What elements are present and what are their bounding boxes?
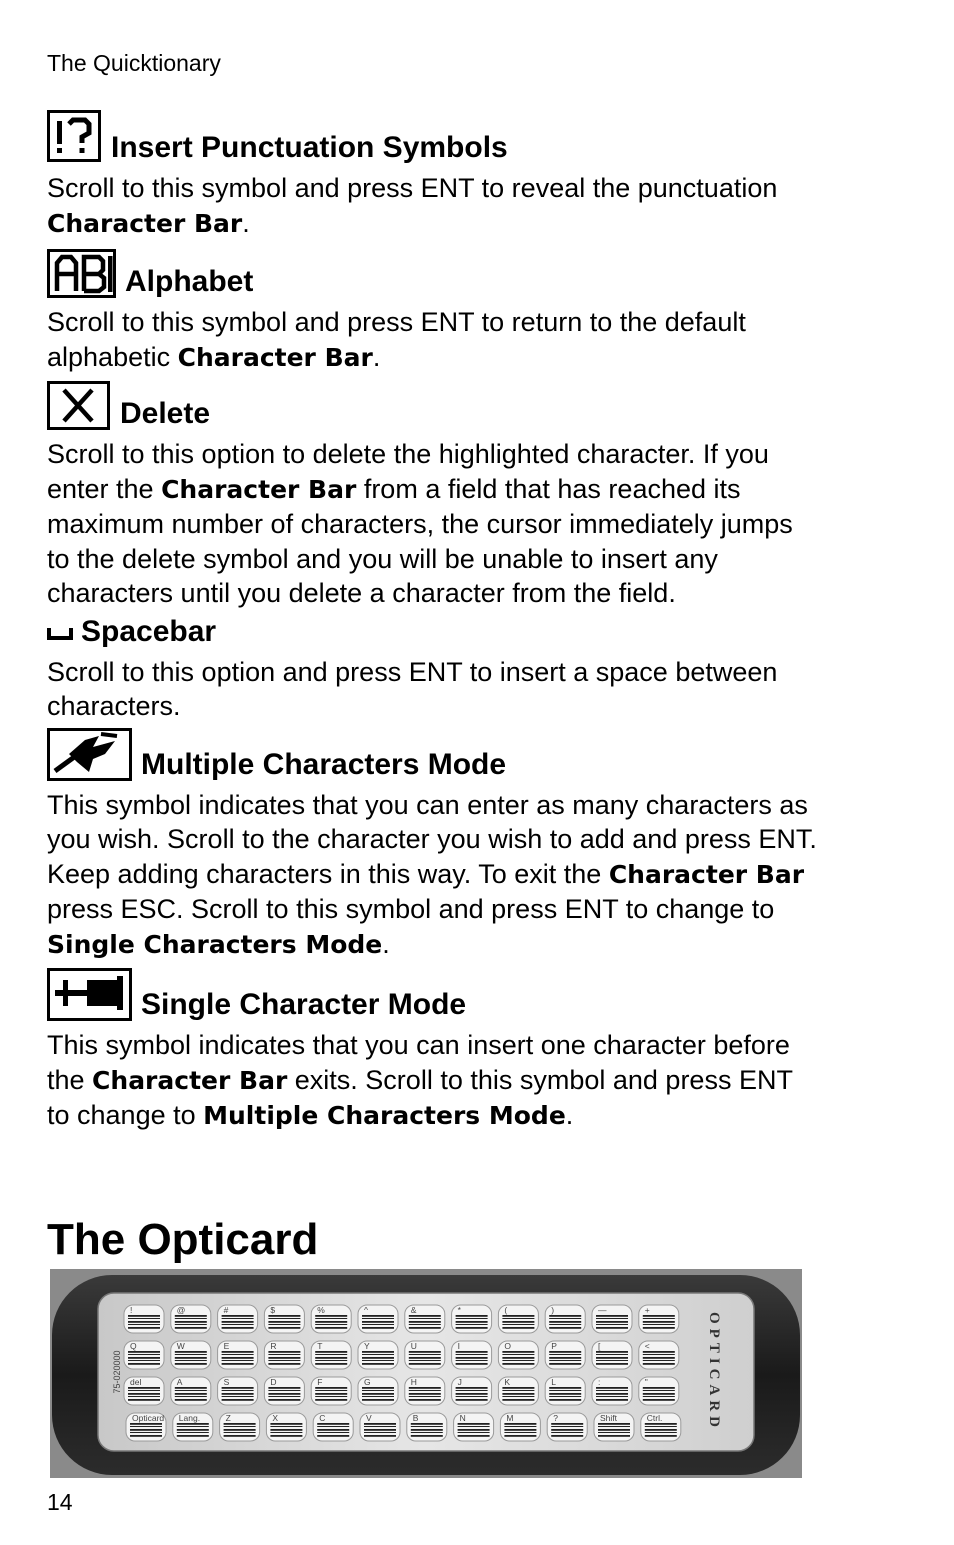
opticard-key bbox=[641, 1413, 681, 1441]
opticard-key-label: Ctrl. bbox=[646, 1413, 663, 1423]
opticard-key-label: ) bbox=[551, 1305, 555, 1315]
text-run: . bbox=[565, 1100, 574, 1130]
opticard-key-label: V bbox=[366, 1413, 372, 1423]
section-body-punctuation bbox=[47, 171, 817, 241]
opticard-key-label: ? bbox=[553, 1413, 558, 1423]
opticard-key bbox=[452, 1377, 492, 1405]
text-run: press ESC. Scroll to this symbol and press ENT to change to bbox=[47, 894, 775, 924]
section-title-spacebar bbox=[47, 614, 817, 649]
opticard-key bbox=[498, 1305, 538, 1333]
section-body-delete bbox=[47, 437, 817, 611]
opticard-image bbox=[50, 1269, 802, 1478]
opticard-key-label: % bbox=[317, 1305, 325, 1315]
opticard-key bbox=[311, 1377, 351, 1405]
delete-icon bbox=[47, 381, 112, 431]
opticard-key-label: U bbox=[410, 1341, 417, 1351]
opticard-key-label: [ bbox=[598, 1341, 601, 1351]
opticard-key-label: Shift bbox=[600, 1413, 618, 1423]
spacebar-icon bbox=[47, 625, 73, 641]
multiple-characters-icon bbox=[47, 728, 133, 782]
opticard-key-label: D bbox=[270, 1377, 277, 1387]
bold-term: Character Bar bbox=[608, 859, 805, 889]
opticard-key-label: A bbox=[176, 1377, 183, 1387]
opticard-key-label: ( bbox=[504, 1305, 508, 1315]
opticard-key bbox=[124, 1341, 164, 1369]
opticard-key-label: " bbox=[644, 1377, 648, 1387]
opticard-key-label: @ bbox=[176, 1305, 186, 1315]
text-run: . bbox=[242, 207, 250, 238]
opticard-key-label: L bbox=[551, 1377, 556, 1387]
punctuation-icon bbox=[47, 110, 103, 165]
opticard-key-label: M bbox=[506, 1413, 514, 1423]
opticard-key-label: Lang. bbox=[178, 1413, 201, 1423]
opticard-key-label: E bbox=[223, 1341, 230, 1351]
opticard-key bbox=[171, 1341, 211, 1369]
opticard-key bbox=[311, 1341, 351, 1369]
section-title-text: Delete bbox=[120, 397, 211, 430]
section-title-text: Spacebar bbox=[81, 614, 217, 648]
opticard-key-label: G bbox=[364, 1377, 371, 1387]
opticard-key bbox=[171, 1377, 211, 1405]
opticard-key bbox=[592, 1305, 632, 1333]
section-title-alphabet bbox=[47, 249, 817, 299]
opticard-key bbox=[264, 1341, 304, 1369]
opticard-key bbox=[405, 1377, 445, 1405]
opticard-key bbox=[594, 1413, 634, 1441]
opticard-key-label: W bbox=[176, 1341, 185, 1351]
opticard-key bbox=[592, 1341, 632, 1369]
opticard-key bbox=[639, 1377, 679, 1405]
opticard-key bbox=[173, 1413, 213, 1441]
bold-term: Character Bar bbox=[177, 342, 373, 372]
opticard-key bbox=[454, 1413, 494, 1441]
bold-term: Character Bar bbox=[47, 208, 243, 238]
opticard-key bbox=[218, 1305, 258, 1333]
section-body-spacebar bbox=[47, 655, 817, 724]
opticard-key-label: # bbox=[223, 1305, 229, 1315]
opticard-key bbox=[405, 1305, 445, 1333]
page-number: 14 bbox=[47, 1489, 73, 1515]
page-content bbox=[47, 110, 817, 1134]
opticard-key bbox=[358, 1341, 398, 1369]
opticard-key-label: — bbox=[598, 1305, 607, 1315]
opticard-key-label: * bbox=[457, 1305, 461, 1315]
opticard-key bbox=[311, 1305, 351, 1333]
text-run: . bbox=[372, 341, 381, 372]
opticard-key bbox=[452, 1305, 492, 1333]
opticard-key bbox=[452, 1341, 492, 1369]
opticard-key bbox=[171, 1305, 211, 1333]
opticard-key bbox=[498, 1341, 538, 1369]
opticard-key-label: < bbox=[644, 1341, 650, 1351]
section-body-alphabet bbox=[47, 305, 817, 375]
opticard-key-label: P bbox=[551, 1341, 557, 1351]
bold-term: Single Characters Mode bbox=[47, 929, 383, 959]
section-body-multiple bbox=[47, 788, 817, 963]
opticard-key-label: I bbox=[457, 1341, 460, 1351]
opticard-key-label: Q bbox=[130, 1341, 137, 1351]
opticard-key-label: + bbox=[644, 1305, 650, 1315]
opticard-key bbox=[218, 1341, 258, 1369]
section-title-delete bbox=[47, 381, 817, 431]
text-run: exits. Scroll to this symbol and press ENT to change to bbox=[47, 1064, 793, 1130]
opticard-key bbox=[500, 1413, 540, 1441]
opticard-key-label: X bbox=[272, 1413, 279, 1423]
opticard-key-label: : bbox=[598, 1377, 601, 1387]
single-character-icon bbox=[47, 968, 133, 1022]
text-run: Scroll to this option to delete the highlighted character. If you enter the bbox=[47, 439, 769, 504]
opticard-key bbox=[547, 1413, 587, 1441]
opticard-key-label: S bbox=[223, 1377, 230, 1387]
section-title-text: Multiple Characters Mode bbox=[141, 747, 507, 781]
alphabet-icon bbox=[47, 249, 117, 299]
opticard-heading: The Opticard bbox=[47, 1215, 319, 1264]
opticard-key-label: del bbox=[130, 1377, 142, 1387]
opticard-key bbox=[218, 1377, 258, 1405]
section-title-text: Alphabet bbox=[125, 265, 254, 298]
bold-term: Multiple Characters Mode bbox=[203, 1101, 566, 1130]
opticard-key-label: R bbox=[270, 1341, 277, 1351]
text-run: Scroll to this option and press ENT to insert a space between characters. bbox=[47, 656, 778, 721]
opticard-key bbox=[124, 1377, 164, 1405]
text-run: . bbox=[382, 928, 390, 959]
opticard-key bbox=[264, 1305, 304, 1333]
opticard-key-label: O bbox=[504, 1341, 512, 1351]
section-title-text: Single Character Mode bbox=[141, 988, 467, 1021]
opticard-key-label: & bbox=[410, 1305, 417, 1315]
section-title-text: Insert Punctuation Symbols bbox=[111, 131, 508, 164]
opticard-key-label: $ bbox=[270, 1305, 276, 1315]
opticard-key bbox=[545, 1305, 585, 1333]
text-run: from a field that has reached its maximum number of characters, the cursor immediately jumps to the delete symbol and you will be unable to insert any characters until you delete a character from the field. bbox=[47, 473, 793, 608]
section-body-single bbox=[47, 1028, 817, 1134]
opticard-key bbox=[545, 1341, 585, 1369]
opticard-key bbox=[124, 1305, 164, 1333]
text-run: Scroll to this symbol and press ENT to reveal the punctuation bbox=[47, 173, 778, 203]
opticard-key bbox=[313, 1413, 353, 1441]
opticard-key-label: ! bbox=[130, 1305, 133, 1315]
opticard-serial: 75-020000 bbox=[112, 1350, 122, 1394]
opticard-key-label: J bbox=[457, 1377, 462, 1387]
section-title-multiple bbox=[47, 728, 817, 782]
opticard-key-label: ^ bbox=[364, 1305, 368, 1315]
opticard-key bbox=[266, 1413, 306, 1441]
opticard-key-label: Y bbox=[364, 1341, 370, 1351]
opticard-key bbox=[360, 1413, 400, 1441]
text-run: This symbol indicates that you can insert one character before the bbox=[47, 1030, 790, 1095]
opticard-key-label: F bbox=[317, 1377, 323, 1387]
opticard-key-label: Opticard bbox=[132, 1413, 165, 1423]
section-title-single bbox=[47, 968, 817, 1022]
text-run: This symbol indicates that you can enter as many characters as you wish. Scroll to the character you wish to add and press ENT. Keep adding characters in this way. To exit the bbox=[47, 789, 817, 889]
text-run: Scroll to this symbol and press ENT to return to the default alphabetic bbox=[47, 307, 746, 372]
opticard-brand: OPTICARD bbox=[706, 1311, 722, 1433]
opticard-key bbox=[126, 1413, 166, 1441]
opticard-key-label: H bbox=[410, 1377, 417, 1387]
opticard-key-label: B bbox=[412, 1413, 419, 1423]
opticard-key-label: C bbox=[319, 1413, 326, 1423]
running-header: The Quicktionary bbox=[47, 50, 221, 76]
opticard-key-label: Z bbox=[225, 1413, 231, 1423]
opticard-key bbox=[407, 1413, 447, 1441]
section-title-punctuation bbox=[47, 110, 817, 165]
bold-term: Character Bar bbox=[161, 474, 357, 504]
opticard-key-label: T bbox=[317, 1341, 323, 1351]
opticard-key bbox=[358, 1305, 398, 1333]
opticard-key bbox=[545, 1377, 585, 1405]
opticard-key-label: K bbox=[504, 1377, 511, 1387]
opticard-key bbox=[592, 1377, 632, 1405]
opticard-key bbox=[639, 1341, 679, 1369]
opticard-key-label: N bbox=[459, 1413, 466, 1423]
opticard-key bbox=[498, 1377, 538, 1405]
opticard-key bbox=[220, 1413, 260, 1441]
opticard-key bbox=[264, 1377, 304, 1405]
opticard-key bbox=[358, 1377, 398, 1405]
opticard-key bbox=[639, 1305, 679, 1333]
opticard-key bbox=[405, 1341, 445, 1369]
bold-term: Character Bar bbox=[92, 1065, 288, 1095]
